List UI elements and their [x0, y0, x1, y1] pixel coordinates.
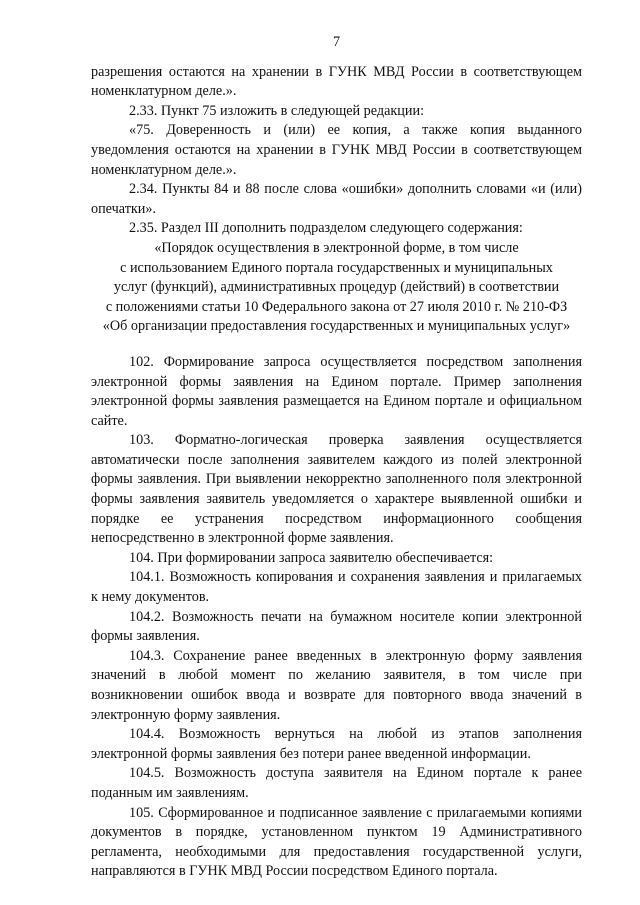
- paragraph-2-35: 2.35. Раздел III дополнить подразделом следующего содержания:: [129, 220, 523, 237]
- heading-line-5: «Об организации предоставления государственных и муниципальных услуг»: [102, 318, 571, 335]
- paragraph-104-3: 104.3. Сохранение ранее введенных в электронную форму заявления значений в любой момент по желанию заявителя, в том числе при возникновении ошибок ввода и возврате для повторного ввода значений в электронную форму заявления.: [91, 647, 582, 723]
- paragraph-104-4: 104.4. Возможность вернуться на любой из этапов заполнения электронной формы заявления без потери ранее введенной информации.: [91, 726, 582, 762]
- paragraph-104: 104. При формировании запроса заявителю обеспечивается:: [129, 549, 494, 566]
- page-number: 7: [332, 34, 341, 50]
- paragraph-105: 105. Сформированное и подписанное заявление с прилагаемыми копиями документов в порядке, установленном пунктом 19 Административного регламента, необходимыми для предоставления государственной услуги, направляются в ГУНК МВД России посредством Единого портала.: [91, 804, 582, 880]
- paragraph-75-quote: «75. Доверенность и (или) ее копия, а также копия выданного уведомления остаются на хранении в ГУНК МВД России в соответствующем номенклатурном деле.».: [91, 122, 582, 178]
- heading-line-2: с использованием Единого портала государственных и муниципальных: [120, 259, 553, 276]
- paragraph-2-33: 2.33. Пункт 75 изложить в следующей редакции:: [129, 102, 425, 119]
- paragraph-104-1: 104.1. Возможность копирования и сохранения заявления и прилагаемых к нему документов.: [91, 569, 582, 606]
- spacer: [91, 337, 582, 353]
- heading-line-1: «Порядок осуществления в электронной форме, в том числе: [154, 239, 519, 256]
- paragraph-2-34: 2.34. Пункты 84 и 88 после слова «ошибки» дополнить словами «и (или) опечатки».: [91, 181, 582, 217]
- subsection-heading: [91, 239, 582, 337]
- heading-line-4: с положениями статьи 10 Федерального закона от 27 июля 2010 г. № 210-ФЗ: [105, 298, 568, 315]
- heading-line-3: услуг (функций), административных процедур (действий) в соответствии: [113, 279, 560, 296]
- paragraph-104-5: 104.5. Возможность доступа заявителя на Едином портале к ранее поданным им заявлениям.: [91, 765, 582, 801]
- paragraph-continuation: разрешения остаются на хранении в ГУНК МВД России в соответствующем номенклатурном деле.».: [91, 63, 582, 100]
- paragraph-104-2: 104.2. Возможность печати на бумажном носителе копии электронной формы заявления.: [91, 608, 582, 645]
- paragraph-102: 102. Формирование запроса осуществляется посредством заполнения электронной формы заявления на Едином портале. Пример заполнения электронной формы заявления размещается на Едином портале и официальном сайте.: [91, 353, 582, 429]
- paragraph-103: 103. Форматно-логическая проверка заявления осуществляется автоматически после заполнения заявителем каждого из полей электронной формы заявления. При выявлении некорректно заполненного поля электронной формы заявления заявитель уведомляется о характере выявленной ошибки и порядке ее устранения посредством информационного сообщения непосредственно в электронной форме заявления.: [91, 432, 582, 547]
